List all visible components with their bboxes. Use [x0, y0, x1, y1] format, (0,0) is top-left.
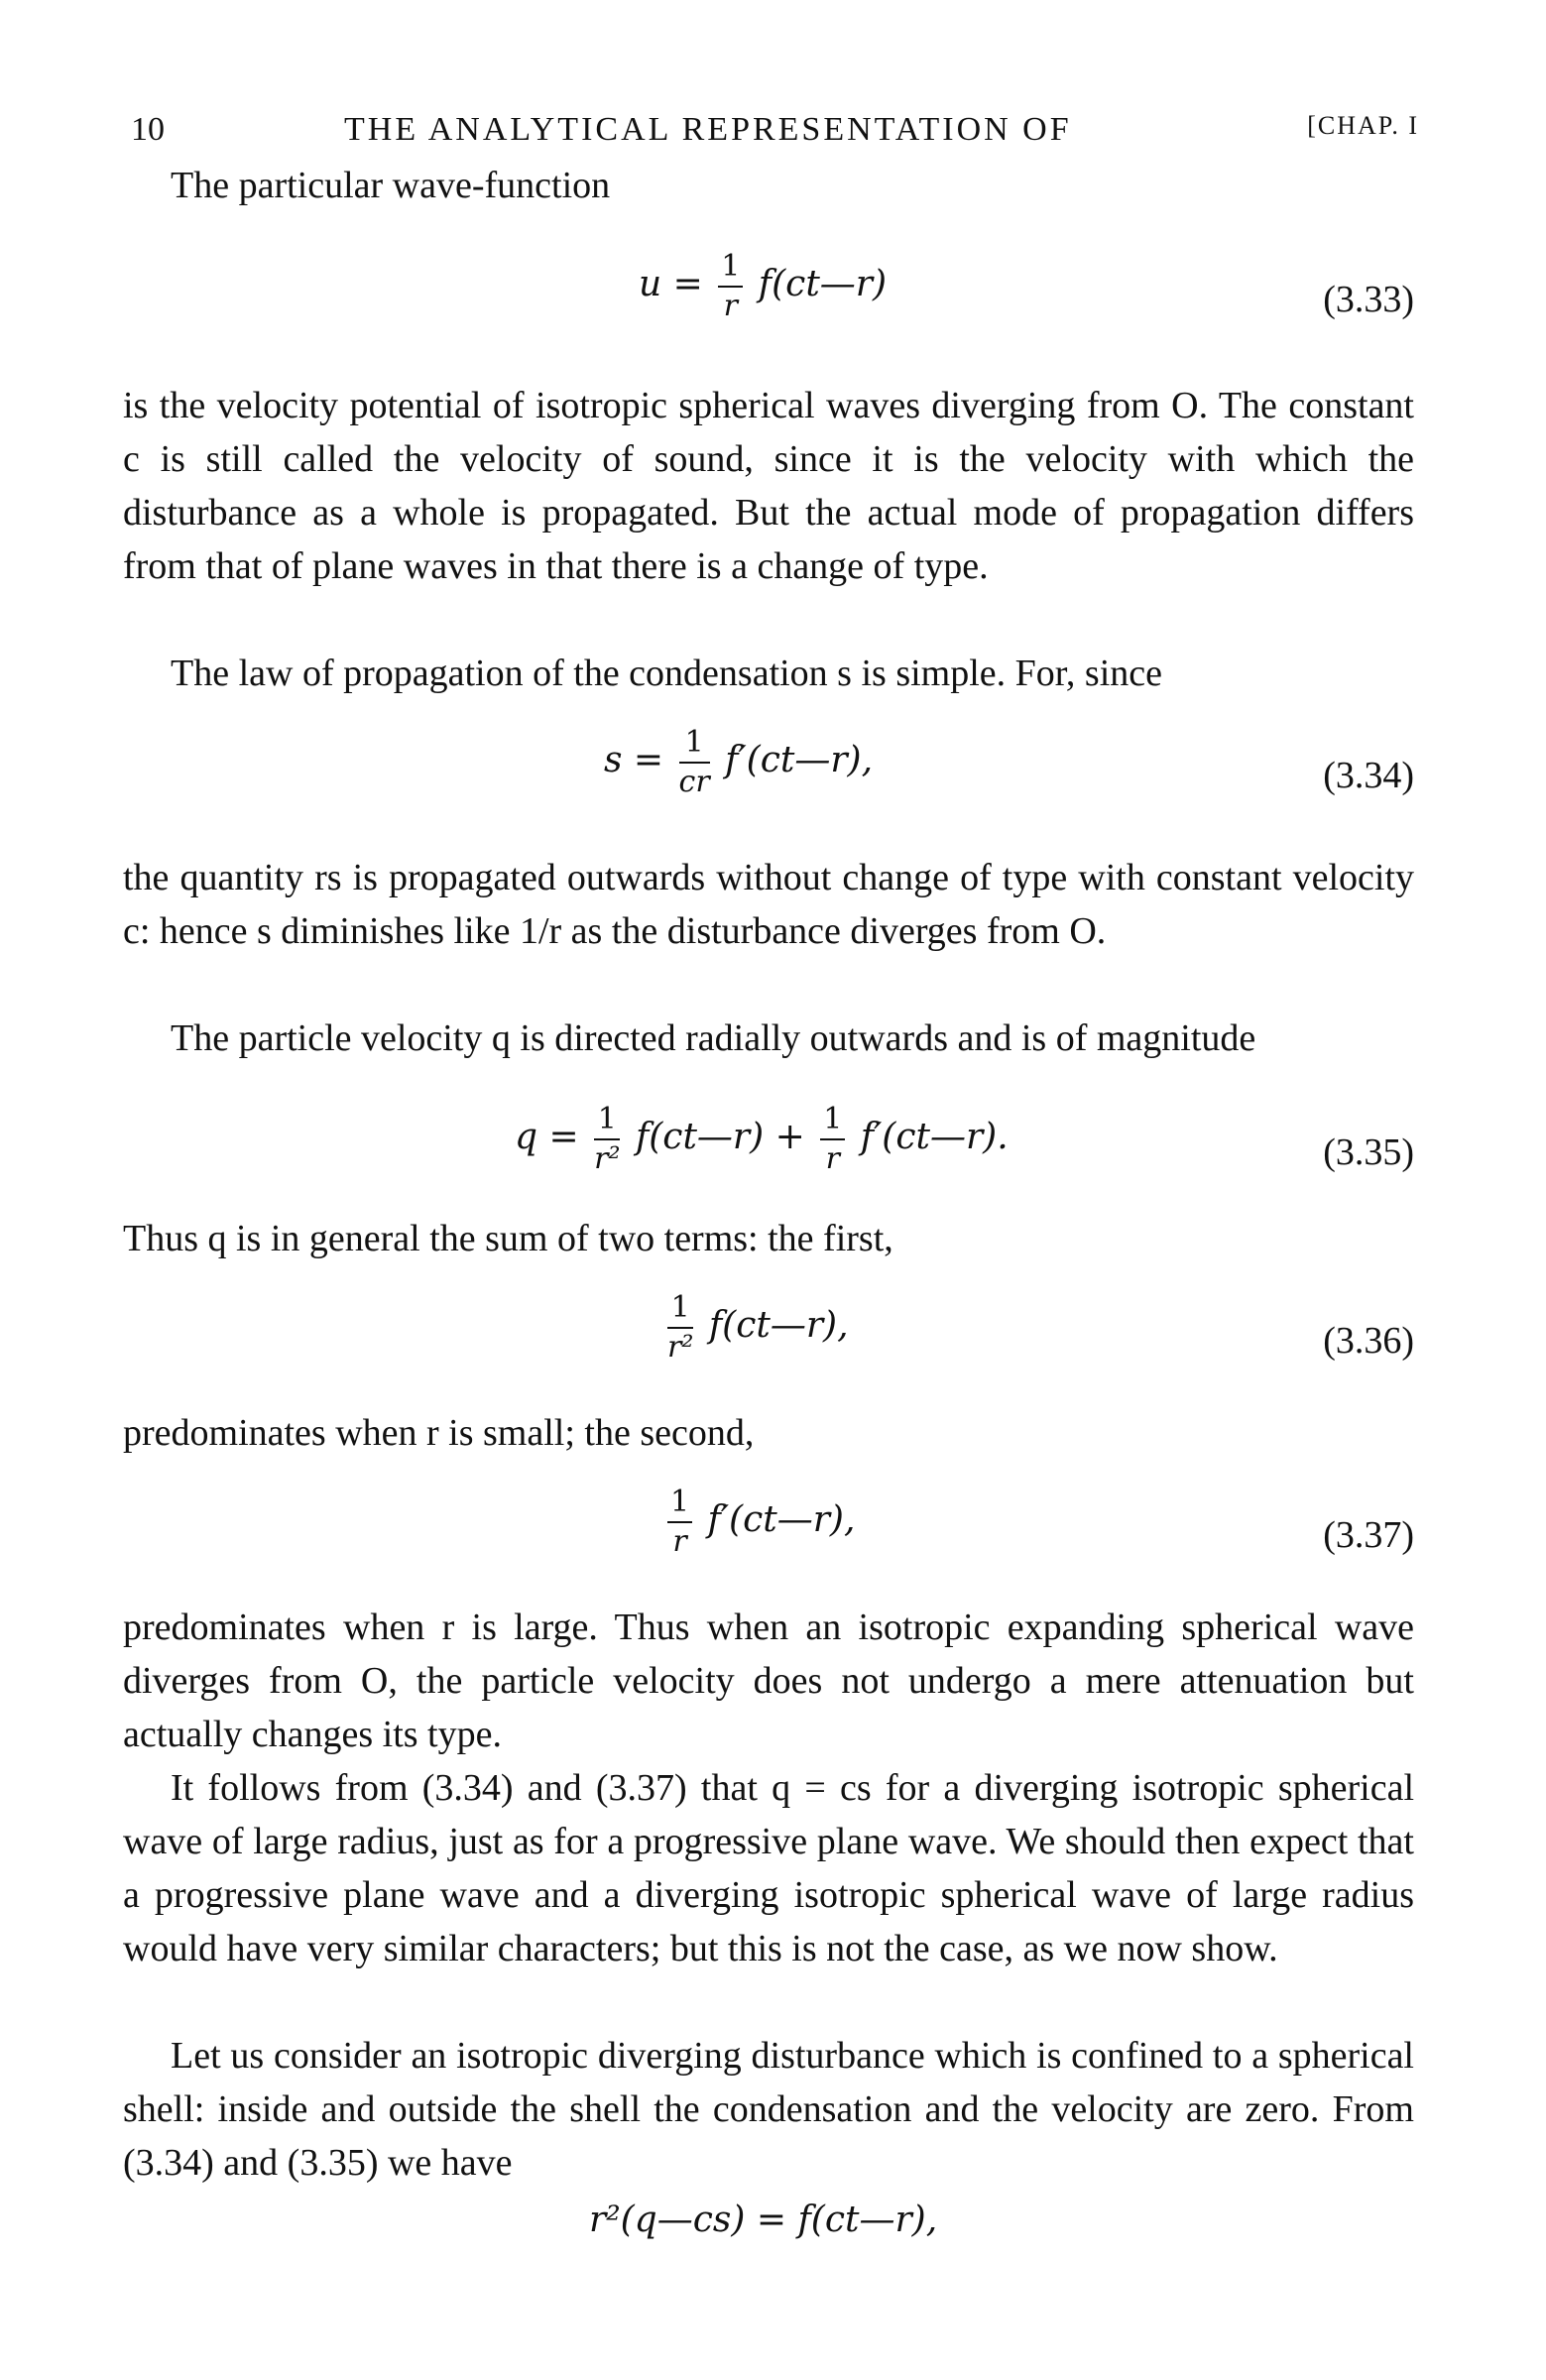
equation-number: (3.35) [1323, 1131, 1414, 1173]
equation-number: (3.33) [1323, 279, 1414, 320]
paragraph-9: It follows from (3.34) and (3.37) that q = cs for a diverging isotropic spherical wave of large radius, just as for a progressive plane wave. We should then expect that a progressive plane wave and a diverging isotropic spherical wave of large radius would have very similar characters; but this is not the case, as we now show. [123, 1767, 1414, 1969]
equation-number: (3.34) [1323, 755, 1414, 796]
fraction: $\frac{1}{cr}$ [678, 725, 710, 799]
fraction: $\frac{1}{r}$ [667, 1484, 692, 1561]
paragraph-7: predominates when r is small; the second, [123, 1412, 755, 1454]
fraction: $\frac{1}{\text{r²}}$ [594, 1102, 621, 1176]
paragraph-3: The law of propagation of the condensation s is simple. For, since [171, 653, 1162, 694]
fraction: $\frac{1}{\text{r²}}$ [667, 1290, 694, 1365]
paragraph-2: is the velocity potential of isotropic spherical waves diverging from O. The constant c is still called the velocity of sound, since it is the velocity with which the disturbance as a whole is propagated. But the actual mode of propagation differs from that of plane waves in that there is a change of type. [123, 385, 1414, 587]
equation-number: (3.36) [1323, 1320, 1414, 1362]
equation-3-37: $\frac{1}{r}$ f′(ct—r), (3.37) [123, 1484, 1414, 1593]
page-header [121, 111, 1419, 161]
page-number: 10 [131, 111, 165, 148]
paragraph-8: predominates when r is large. Thus when an isotropic expanding spherical wave diverges from O, the particle velocity does not undergo a mere attenuation but actually changes its type. [123, 1606, 1414, 1755]
eq-rhs: f(ct—r) [758, 264, 888, 304]
paragraph-10: Let us consider an isotropic diverging disturbance which is confined to a spherical shell: inside and outside the shell the condensation and the velocity are zero. From (3.34) and (3.35) we have [123, 2035, 1414, 2184]
running-title: THE ANALYTICAL REPRESENTATION OF [344, 111, 1072, 148]
paragraph-5: The particle velocity q is directed radially outwards and is of magnitude [171, 1017, 1256, 1059]
paragraph-6: Thus q is in general the sum of two terms: the first, [123, 1218, 893, 1259]
equation-3-36: $\frac{1}{\text{r²}}$ f(ct—r), (3.36) [667, 1290, 1414, 1365]
paragraph-1: The particular wave-function [171, 165, 611, 206]
equation-unnumbered: r²(q—cs) = f(ct—r), [589, 2200, 938, 2240]
equation-number: (3.37) [1323, 1514, 1414, 1556]
fraction: $\frac{1}{r}$ [820, 1101, 845, 1178]
fraction: $\frac{1}{r}$ [718, 248, 743, 325]
equation-3-33 [123, 248, 1414, 357]
equation-3-35: q = $\frac{1}{\text{r²}}$ f(ct—r) + $\frac{1}{r}$ f′(ct—r). (3.35) [515, 1102, 1414, 1176]
chapter-label: [CHAP. I [1307, 111, 1419, 140]
equation-3-34: s = $\frac{1}{cr}$ f′(ct—r), (3.34) [604, 725, 1414, 799]
paragraph-4: the quantity rs is propagated outwards without change of type with constant velocity c: hence s diminishes like 1/r as the disturbance diverges from O. [123, 857, 1414, 952]
eq-lhs: u = [639, 264, 703, 304]
